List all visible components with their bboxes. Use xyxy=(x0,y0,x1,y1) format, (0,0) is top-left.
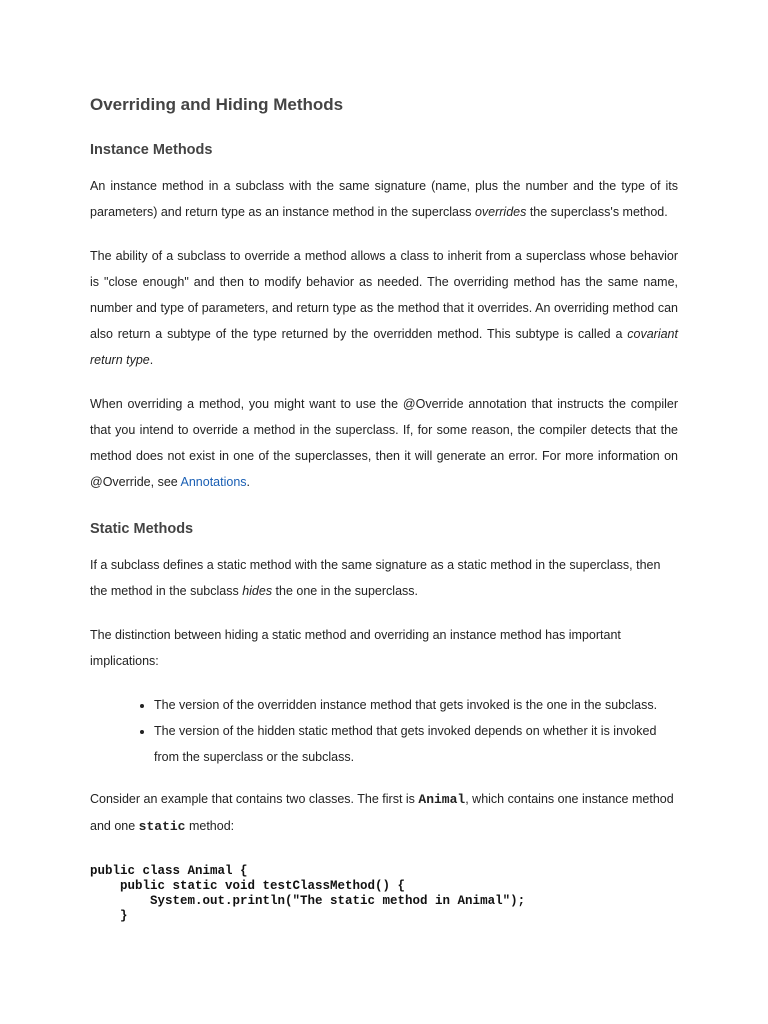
list-item: • The version of the overridden instance method that gets invoked is the one in the subclass. xyxy=(154,692,678,718)
inline-code-animal: Animal xyxy=(418,792,466,807)
document-content xyxy=(90,92,678,924)
paragraph-instance-1: An instance method in a subclass with the same signature (name, plus the number and the type of its parameters) and return type as an instance method in the superclass overrides the superclass's method. xyxy=(90,179,678,219)
page-title: Overriding and Hiding Methods xyxy=(90,95,344,114)
paragraph-static-3: Consider an example that contains two classes. The first is Animal, which contains one instance method and one static method: xyxy=(90,792,674,834)
paragraph-instance-2: The ability of a subclass to override a method allows a class to inherit from a superclass whose behavior is "close enough" and then to modify behavior as needed. The overriding method has the same name, number and type of parameters, and return type as the method that it overrides. An overriding method can also return a subtype of the type returned by the overridden method. This subtype is called a covariant return type. xyxy=(90,249,678,367)
emphasis-overrides: overrides xyxy=(474,205,527,219)
paragraph-static-1: If a subclass defines a static method with the same signature as a static method in the superclass, then the method in the subclass hides the one in the superclass. xyxy=(90,558,661,598)
paragraph-static-2: The distinction between hiding a static method and overriding an instance method has important implications: xyxy=(90,628,621,668)
inline-code-static: static xyxy=(138,819,186,834)
section-heading-static-methods: Static Methods xyxy=(90,521,194,537)
implications-list xyxy=(90,692,678,770)
paragraph-instance-3: When overriding a method, you might want to use the @Override annotation that instructs the compiler that you intend to override a method in the superclass. If, for some reason, the compiler detects that the method does not exist in one of the superclasses, then it will generate an error. For more information on @Override, see Annotations. xyxy=(90,397,678,489)
section-heading-instance-methods: Instance Methods xyxy=(90,142,213,158)
annotations-link[interactable]: Annotations xyxy=(180,475,247,489)
list-item: • The version of the hidden static method that gets invoked depends on whether it is invoked from the superclass or the subclass. xyxy=(154,718,678,770)
code-block-animal: public class Animal { public static void testClassMethod() { System.out.println("The static method in Animal"); } xyxy=(90,864,526,923)
emphasis-covariant-return-type: covariant return type xyxy=(90,327,678,367)
emphasis-hides: hides xyxy=(242,584,273,598)
